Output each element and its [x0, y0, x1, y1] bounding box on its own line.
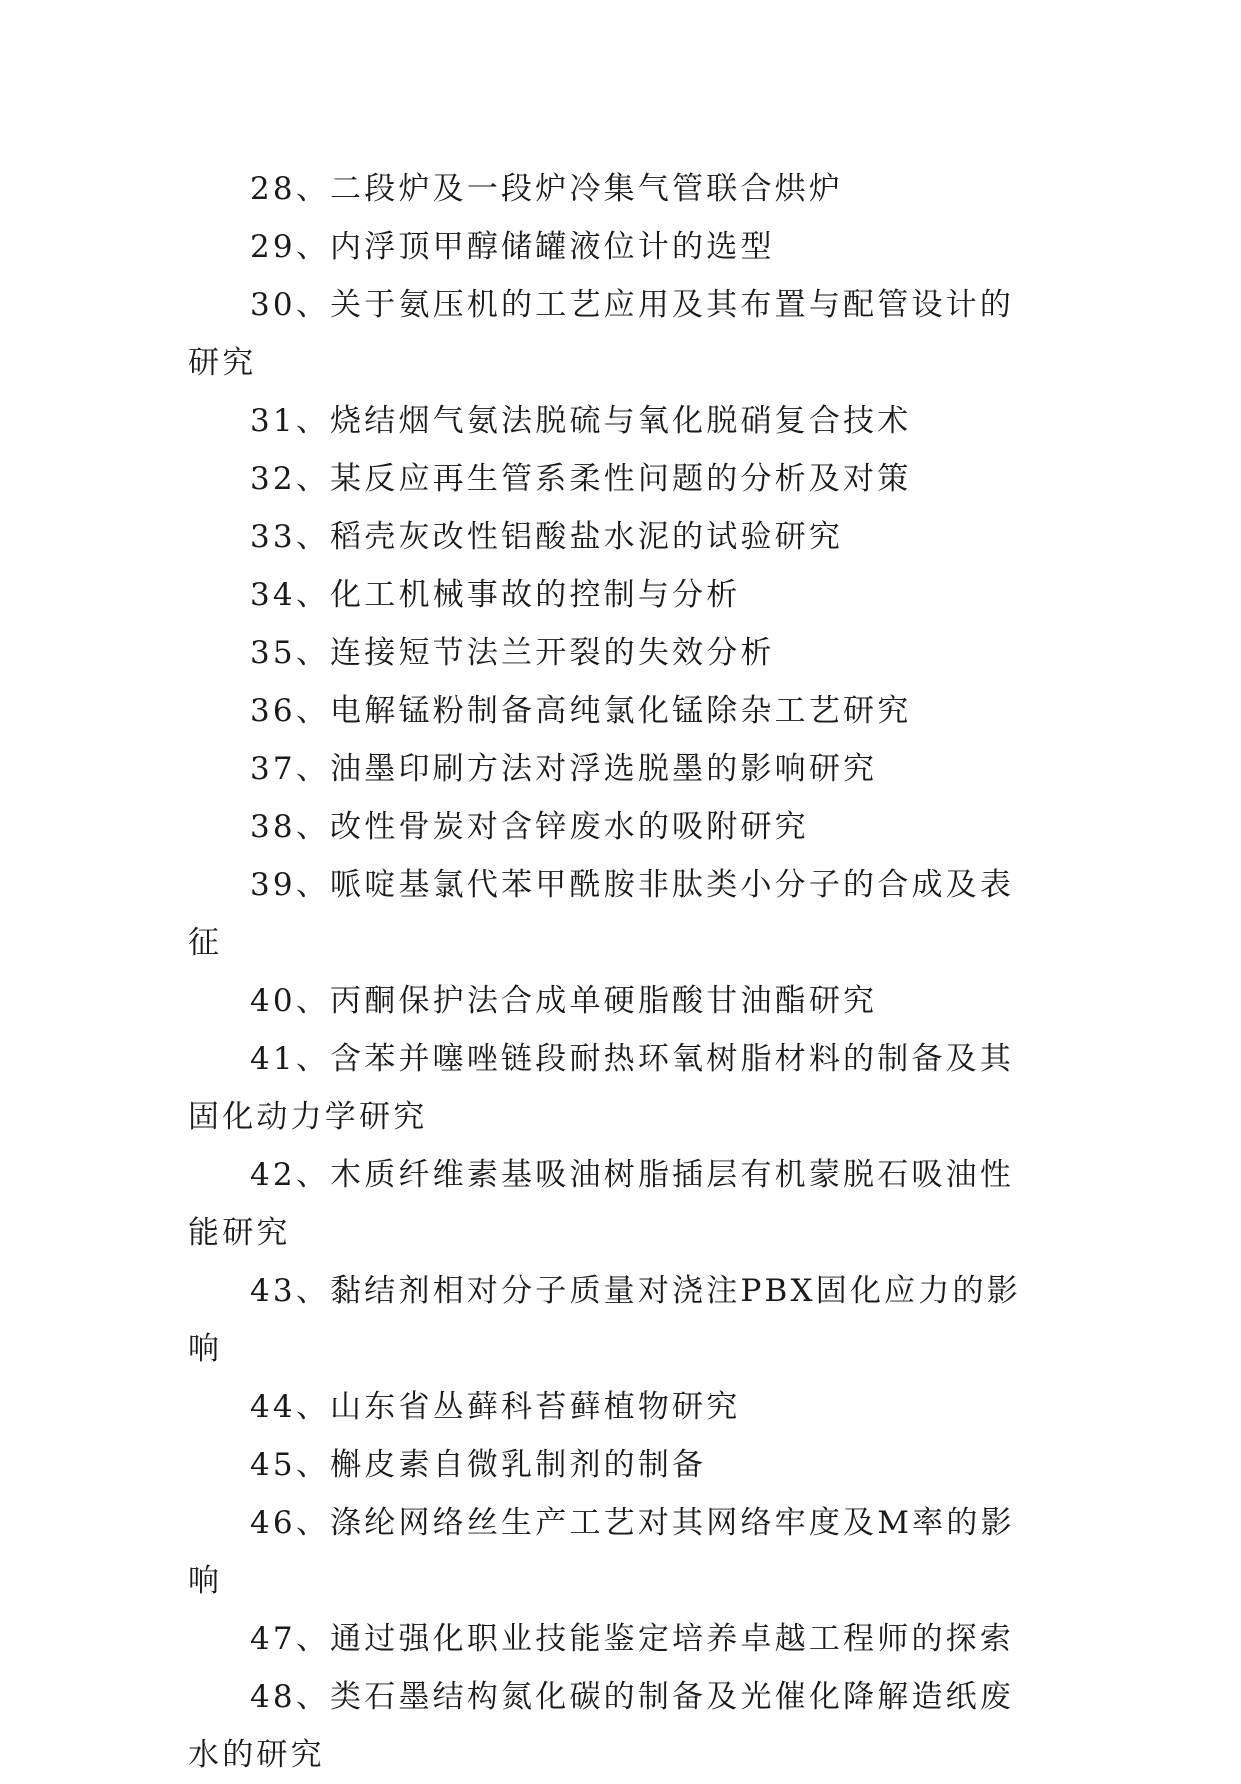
list-item: 45、槲皮素自微乳制剂的制备 — [250, 1447, 707, 1483]
list-item: 34、化工机械事故的控制与分析 — [250, 577, 741, 613]
list-item: 30、关于氨压机的工艺应用及其布置与配管设计的研究 — [188, 287, 1015, 381]
list-item: 39、哌啶基氯代苯甲酰胺非肽类小分子的合成及表征 — [188, 867, 1015, 961]
list-item: 41、含苯并噻唑链段耐热环氧树脂材料的制备及其固化动力学研究 — [188, 1041, 1015, 1135]
list-item: 28、二段炉及一段炉冷集气管联合烘炉 — [250, 171, 844, 207]
list-item: 48、类石墨结构氮化碳的制备及光催化降解造纸废水的研究 — [188, 1679, 1015, 1773]
list-item: 46、涤纶网络丝生产工艺对其网络牢度及M率的影响 — [188, 1505, 1015, 1599]
list-item: 47、通过强化职业技能鉴定培养卓越工程师的探索 — [250, 1621, 1015, 1657]
list-item: 42、木质纤维素基吸油树脂插层有机蒙脱石吸油性能研究 — [188, 1157, 1015, 1251]
list-item: 37、油墨印刷方法对浮选脱墨的影响研究 — [250, 751, 878, 787]
list-item: 44、山东省丛藓科苔藓植物研究 — [250, 1389, 741, 1425]
list-item: 43、黏结剂相对分子质量对浇注PBX固化应力的影响 — [188, 1273, 1021, 1367]
list-item: 35、连接短节法兰开裂的失效分析 — [250, 635, 775, 671]
list-item: 29、内浮顶甲醇储罐液位计的选型 — [250, 229, 775, 265]
list-item: 33、稻壳灰改性铝酸盐水泥的试验研究 — [250, 519, 844, 555]
list-item: 36、电解锰粉制备高纯氯化锰除杂工艺研究 — [250, 693, 912, 729]
list-item: 40、丙酮保护法合成单硬脂酸甘油酯研究 — [250, 983, 878, 1019]
list-item: 38、改性骨炭对含锌废水的吸附研究 — [250, 809, 809, 845]
list-item: 32、某反应再生管系柔性问题的分析及对策 — [250, 461, 912, 497]
topic-list — [188, 160, 1048, 1784]
list-item: 31、烧结烟气氨法脱硫与氧化脱硝复合技术 — [250, 403, 912, 439]
